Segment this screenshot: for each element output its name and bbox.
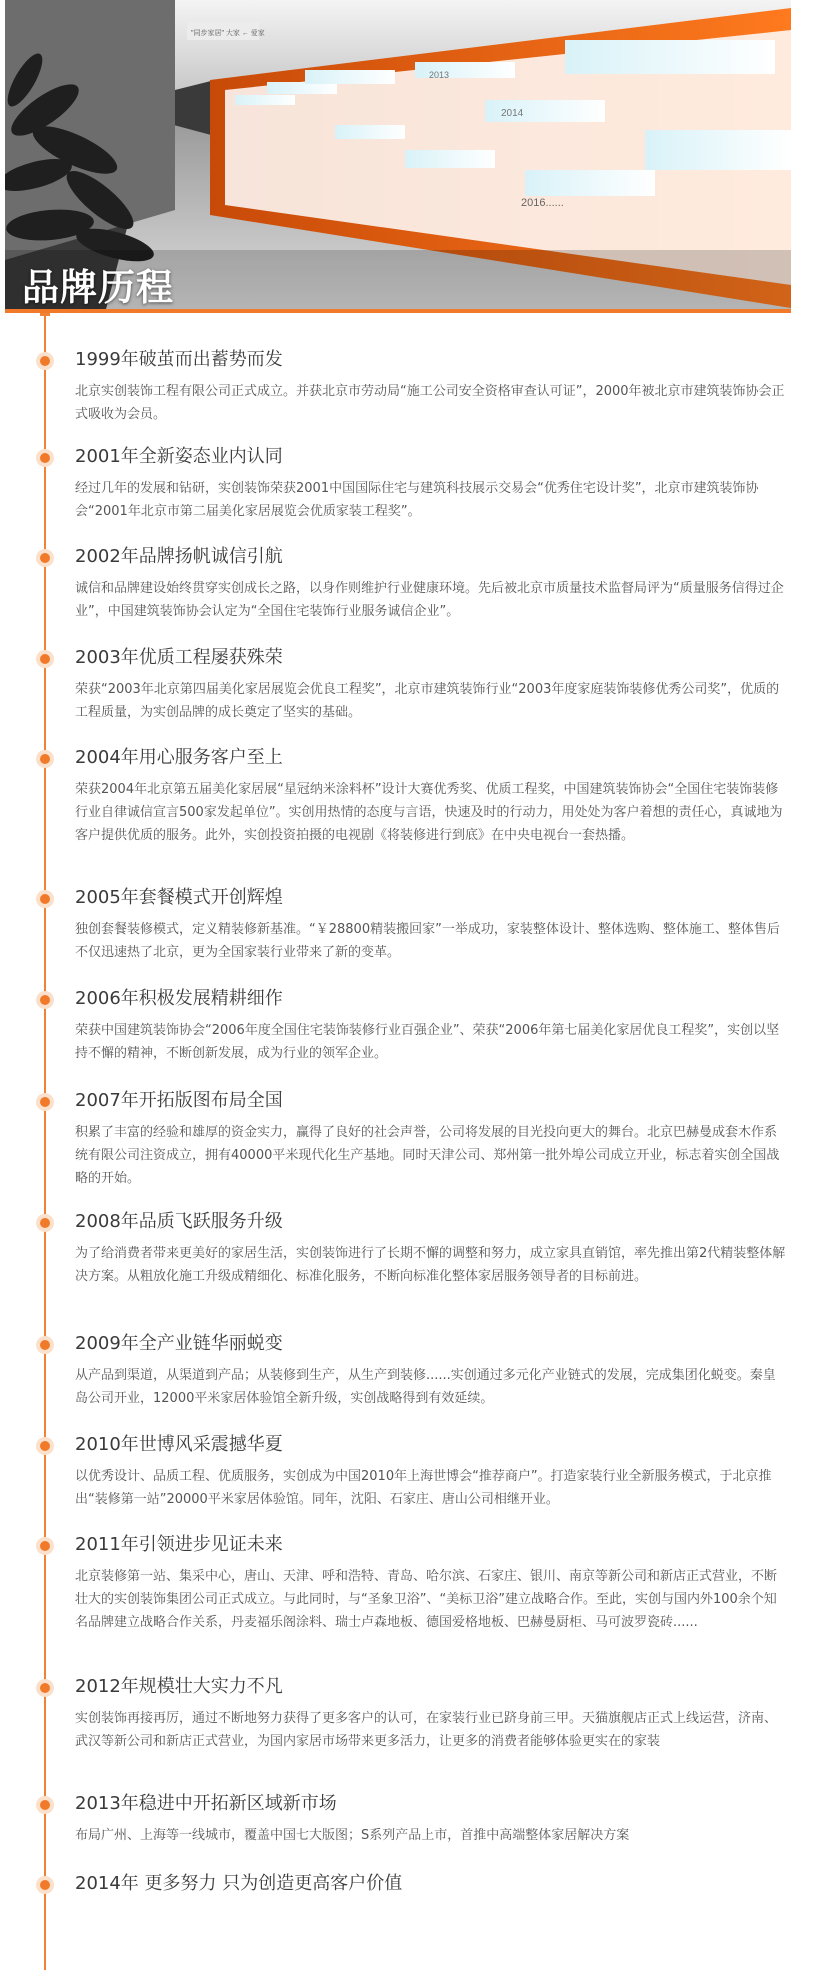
timeline-dot bbox=[36, 1679, 54, 1697]
entry-title: 2014年 更多努力 只为创造更高客户价值 bbox=[75, 1873, 403, 1894]
entry-text: 实创装饰再接再厉，通过不断地努力获得了更多客户的认可，在家装行业已跻身前三甲。天猫旗舰店正式上线运营，济南、武汉等新公司和新店正式营业，为国内家居市场带来更多活力，让更多的消费者能够体验更实在的家装 bbox=[75, 1711, 778, 1749]
entry-text: 荣获2004年北京第五届美化家居展“星冠纳米涂料杯”设计大赛优秀奖、优质工程奖，中国建筑装饰协会“全国住宅装饰装修行业自律诚信宣言500家发起单位”。实创用热情的态度与言语，快速及时的行动力，用处处为客户着想的责任心，真诚地为客户提供优质的服务。此外，实创投资拍摄的电视剧《将装修进行到底》在中央电视台一套热播。 bbox=[75, 782, 783, 843]
entry-title: 2010年世博风采震撼华夏 bbox=[75, 1434, 283, 1455]
entry-text: 北京实创装饰工程有限公司正式成立。并获北京市劳动局“施工公司安全资格审查认可证”，2000年被北京市建筑装饰协会正式吸收为会员。 bbox=[75, 384, 785, 422]
timeline-dot bbox=[36, 1336, 54, 1354]
page-title: 品牌历程 bbox=[22, 266, 174, 309]
entry-text: 经过几年的发展和钻研，实创装饰荣获2001中国国际住宅与建筑科技展示交易会“优秀住宅设计奖”，北京市建筑装饰协会“2001年北京市第二届美化家居展览会优质家装工程奖”。 bbox=[75, 481, 759, 519]
entry-title: 2004年用心服务客户至上 bbox=[75, 747, 283, 768]
entry-text: 为了给消费者带来更美好的家居生活，实创装饰进行了长期不懈的调整和努力，成立家具直销馆，率先推出第2代精装整体解决方案。从粗放化施工升级成精细化、标准化服务，不断向标准化整体家居服务领导者的目标前进。 bbox=[75, 1246, 786, 1284]
entry-text: 独创套餐装修模式，定义精装修新基准。“￥28800精装搬回家”一举成功，家装整体设计、整体选购、整体施工、整体售后不仅迅速热了北京，更为全国家装行业带来了新的变革。 bbox=[75, 922, 780, 960]
entry-title: 2012年规模壮大实力不凡 bbox=[75, 1676, 283, 1697]
entry-title: 2008年品质飞跃服务升级 bbox=[75, 1211, 283, 1232]
banner bbox=[5, 0, 791, 313]
wall-label-2016: 2016...... bbox=[521, 197, 564, 209]
timeline-dot bbox=[36, 1537, 54, 1555]
entry-title: 1999年破茧而出蓄势而发 bbox=[75, 349, 283, 370]
entry-title: 2007年开拓版图布局全国 bbox=[75, 1090, 283, 1111]
wall-label-2014: 2014 bbox=[501, 108, 524, 119]
entry-text: 布局广州、上海等一线城市，覆盖中国七大版图；S系列产品上市，首推中高端整体家居解决方案 bbox=[75, 1828, 630, 1843]
entry-text: 从产品到渠道，从渠道到产品；从装修到生产，从生产到装修......实创通过多元化产业链式的发展，完成集团化蜕变。秦皇岛公司开业，12000平米家居体验馆全新升级，实创战略得到有效延续。 bbox=[75, 1368, 776, 1406]
timeline-dot bbox=[36, 991, 54, 1009]
entry-title: 2013年稳进中开拓新区域新市场 bbox=[75, 1793, 337, 1814]
entry-title: 2005年套餐模式开创辉煌 bbox=[75, 887, 283, 908]
timeline-dot bbox=[36, 1796, 54, 1814]
entry-text: 诚信和品牌建设始终贯穿实创成长之路，以身作则维护行业健康环境。先后被北京市质量技术监督局评为“质量服务信得过企业”，中国建筑装饰协会认定为“全国住宅装饰行业服务诚信企业”。 bbox=[75, 581, 784, 619]
entry-text: 以优秀设计、品质工程、优质服务，实创成为中国2010年上海世博会“推荐商户”。打造家装行业全新服务模式，于北京推出“装修第一站”20000平米家居体验馆。同年，沈阳、石家庄、唐山公司相继开业。 bbox=[75, 1469, 772, 1507]
timeline-dot bbox=[36, 1437, 54, 1455]
entry-text: 荣获“2003年北京第四届美化家居展览会优良工程奖”，北京市建筑装饰行业“2003年度家庭装饰装修优秀公司奖”，优质的工程质量，为实创品牌的成长奠定了坚实的基础。 bbox=[75, 682, 780, 720]
entry-text: 北京装修第一站、集采中心，唐山、天津、呼和浩特、青岛、哈尔滨、石家庄、银川、南京等新公司和新店正式营业，不断壮大的实创装饰集团公司正式成立。与此同时，与“圣象卫浴”、“美标卫浴”建立战略合作。至此，实创与国内外100余个知名品牌建立战略合作关系，丹麦福乐阁涂料、瑞士卢森地板、德国爱格地板、巴赫曼厨柜、马可波罗瓷砖...... bbox=[75, 1569, 778, 1630]
timeline-dot bbox=[36, 890, 54, 908]
wall-label-2013: 2013 bbox=[429, 70, 450, 80]
timeline-dot bbox=[36, 549, 54, 567]
timeline-dot bbox=[36, 750, 54, 768]
entry-title: 2009年全产业链华丽蜕变 bbox=[75, 1333, 283, 1354]
timeline-dot bbox=[36, 1876, 54, 1894]
timeline-dot bbox=[36, 650, 54, 668]
entry-title: 2003年优质工程屡获殊荣 bbox=[75, 647, 283, 668]
entry-title: 2001年全新姿态业内认同 bbox=[75, 446, 283, 467]
entry-text: 积累了丰富的经验和雄厚的资金实力，赢得了良好的社会声誉，公司将发展的目光投向更大的舞台。北京巴赫曼成套木作系统有限公司注资成立，拥有40000平米现代化生产基地。同时天津公司、郑州第一批外埠公司成立开业，标志着实创全国战略的开始。 bbox=[75, 1125, 780, 1186]
timeline-dot bbox=[36, 1214, 54, 1232]
timeline-dot bbox=[36, 449, 54, 467]
ceiling-sign-text: "同步家居" 大家 ← 爱家 bbox=[191, 30, 265, 37]
entry-title: 2011年引领进步见证未来 bbox=[75, 1534, 283, 1555]
entry-text: 荣获中国建筑装饰协会“2006年度全国住宅装饰装修行业百强企业”、荣获“2006年第七届美化家居优良工程奖”，实创以坚持不懈的精神，不断创新发展，成为行业的领军企业。 bbox=[75, 1023, 780, 1061]
entry-title: 2002年品牌扬帆诚信引航 bbox=[75, 546, 283, 567]
timeline-dot bbox=[36, 1093, 54, 1111]
timeline-dot bbox=[36, 352, 54, 370]
entry-title: 2006年积极发展精耕细作 bbox=[75, 988, 283, 1009]
